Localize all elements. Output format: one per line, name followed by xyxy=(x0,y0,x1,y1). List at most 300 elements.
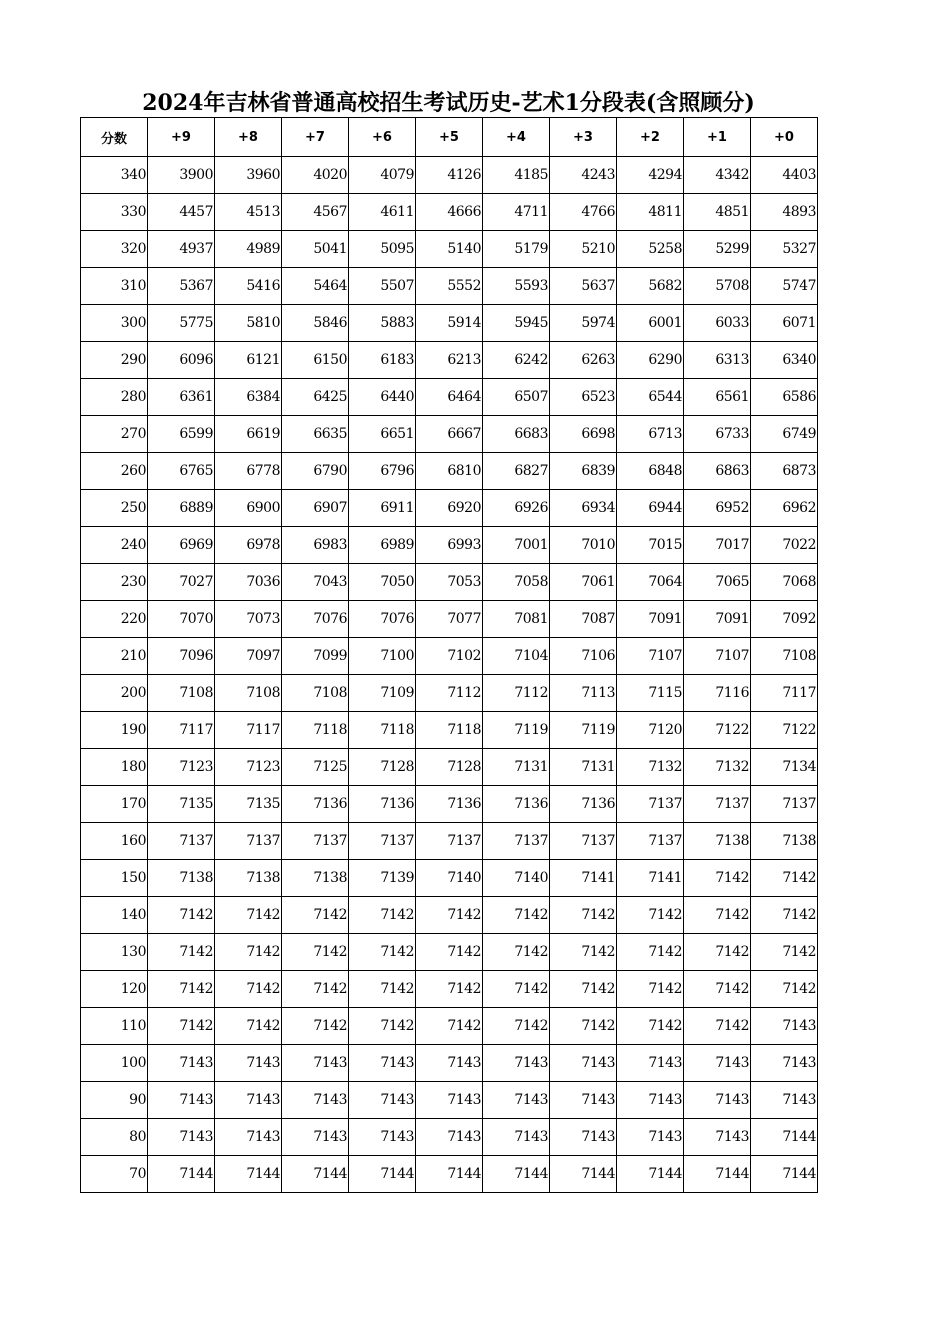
cumulative-count-cell: 6635 xyxy=(282,416,349,453)
score-cell: 140 xyxy=(81,897,148,934)
column-header-offset: +3 xyxy=(550,118,617,157)
cumulative-count-cell: 7112 xyxy=(483,675,550,712)
table-header-row xyxy=(81,118,818,157)
cumulative-count-cell: 7076 xyxy=(349,601,416,638)
cumulative-count-cell: 7107 xyxy=(684,638,751,675)
cumulative-count-cell: 4766 xyxy=(550,194,617,231)
cumulative-count-cell: 7137 xyxy=(215,823,282,860)
table-row xyxy=(81,1008,818,1045)
cumulative-count-cell: 5416 xyxy=(215,268,282,305)
cumulative-count-cell: 4611 xyxy=(349,194,416,231)
cumulative-count-cell: 7102 xyxy=(416,638,483,675)
column-header-offset: +2 xyxy=(617,118,684,157)
cumulative-count-cell: 7142 xyxy=(148,934,215,971)
cumulative-count-cell: 7142 xyxy=(483,934,550,971)
cumulative-count-cell: 7140 xyxy=(483,860,550,897)
cumulative-count-cell: 7112 xyxy=(416,675,483,712)
cumulative-count-cell: 6934 xyxy=(550,490,617,527)
cumulative-count-cell: 7120 xyxy=(617,712,684,749)
cumulative-count-cell: 7142 xyxy=(550,1008,617,1045)
table-row xyxy=(81,1156,818,1193)
cumulative-count-cell: 7144 xyxy=(483,1156,550,1193)
cumulative-count-cell: 6507 xyxy=(483,379,550,416)
cumulative-count-cell: 5041 xyxy=(282,231,349,268)
cumulative-count-cell: 7117 xyxy=(751,675,818,712)
cumulative-count-cell: 7143 xyxy=(550,1119,617,1156)
cumulative-count-cell: 7043 xyxy=(282,564,349,601)
cumulative-count-cell: 7138 xyxy=(282,860,349,897)
score-cell: 110 xyxy=(81,1008,148,1045)
cumulative-count-cell: 5846 xyxy=(282,305,349,342)
cumulative-count-cell: 6926 xyxy=(483,490,550,527)
cumulative-count-cell: 7122 xyxy=(751,712,818,749)
cumulative-count-cell: 7053 xyxy=(416,564,483,601)
cumulative-count-cell: 5552 xyxy=(416,268,483,305)
cumulative-count-cell: 7137 xyxy=(617,823,684,860)
cumulative-count-cell: 7065 xyxy=(684,564,751,601)
cumulative-count-cell: 5883 xyxy=(349,305,416,342)
cumulative-count-cell: 7144 xyxy=(215,1156,282,1193)
score-cell: 250 xyxy=(81,490,148,527)
cumulative-count-cell: 6150 xyxy=(282,342,349,379)
table-row xyxy=(81,601,818,638)
cumulative-count-cell: 7138 xyxy=(215,860,282,897)
cumulative-count-cell: 6121 xyxy=(215,342,282,379)
cumulative-count-cell: 6944 xyxy=(617,490,684,527)
cumulative-count-cell: 7142 xyxy=(684,971,751,1008)
cumulative-count-cell: 6425 xyxy=(282,379,349,416)
table-row xyxy=(81,897,818,934)
cumulative-count-cell: 7142 xyxy=(349,971,416,1008)
cumulative-count-cell: 6962 xyxy=(751,490,818,527)
cumulative-count-cell: 4811 xyxy=(617,194,684,231)
cumulative-count-cell: 4513 xyxy=(215,194,282,231)
cumulative-count-cell: 7138 xyxy=(751,823,818,860)
cumulative-count-cell: 7144 xyxy=(751,1156,818,1193)
cumulative-count-cell: 7142 xyxy=(349,934,416,971)
cumulative-count-cell: 7122 xyxy=(684,712,751,749)
cumulative-count-cell: 7119 xyxy=(483,712,550,749)
cumulative-count-cell: 6863 xyxy=(684,453,751,490)
cumulative-count-cell: 7123 xyxy=(148,749,215,786)
cumulative-count-cell: 7142 xyxy=(617,1008,684,1045)
cumulative-count-cell: 7142 xyxy=(282,1008,349,1045)
cumulative-count-cell: 7143 xyxy=(349,1119,416,1156)
cumulative-count-cell: 7142 xyxy=(550,971,617,1008)
cumulative-count-cell: 7087 xyxy=(550,601,617,638)
cumulative-count-cell: 7123 xyxy=(215,749,282,786)
score-cell: 160 xyxy=(81,823,148,860)
cumulative-count-cell: 7081 xyxy=(483,601,550,638)
cumulative-count-cell: 7077 xyxy=(416,601,483,638)
table-row xyxy=(81,157,818,194)
cumulative-count-cell: 7137 xyxy=(617,786,684,823)
cumulative-count-cell: 6586 xyxy=(751,379,818,416)
cumulative-count-cell: 7115 xyxy=(617,675,684,712)
score-cell: 310 xyxy=(81,268,148,305)
cumulative-count-cell: 7142 xyxy=(751,971,818,1008)
cumulative-count-cell: 6683 xyxy=(483,416,550,453)
score-cell: 200 xyxy=(81,675,148,712)
table-row xyxy=(81,453,818,490)
cumulative-count-cell: 7136 xyxy=(349,786,416,823)
cumulative-count-cell: 7138 xyxy=(148,860,215,897)
cumulative-count-cell: 7144 xyxy=(282,1156,349,1193)
cumulative-count-cell: 7142 xyxy=(751,860,818,897)
cumulative-count-cell: 6183 xyxy=(349,342,416,379)
cumulative-count-cell: 5914 xyxy=(416,305,483,342)
cumulative-count-cell: 7142 xyxy=(751,897,818,934)
cumulative-count-cell: 7143 xyxy=(416,1045,483,1082)
cumulative-count-cell: 7036 xyxy=(215,564,282,601)
cumulative-count-cell: 7135 xyxy=(215,786,282,823)
cumulative-count-cell: 7143 xyxy=(215,1082,282,1119)
cumulative-count-cell: 4851 xyxy=(684,194,751,231)
cumulative-count-cell: 7091 xyxy=(684,601,751,638)
cumulative-count-cell: 5299 xyxy=(684,231,751,268)
cumulative-count-cell: 7116 xyxy=(684,675,751,712)
cumulative-count-cell: 7143 xyxy=(483,1119,550,1156)
table-row xyxy=(81,1045,818,1082)
cumulative-count-cell: 7136 xyxy=(483,786,550,823)
cumulative-count-cell: 6796 xyxy=(349,453,416,490)
cumulative-count-cell: 5258 xyxy=(617,231,684,268)
cumulative-count-cell: 3960 xyxy=(215,157,282,194)
cumulative-count-cell: 7143 xyxy=(148,1082,215,1119)
cumulative-count-cell: 5464 xyxy=(282,268,349,305)
cumulative-count-cell: 6384 xyxy=(215,379,282,416)
cumulative-count-cell: 7144 xyxy=(416,1156,483,1193)
table-row xyxy=(81,1119,818,1156)
cumulative-count-cell: 5974 xyxy=(550,305,617,342)
cumulative-count-cell: 4079 xyxy=(349,157,416,194)
cumulative-count-cell: 6033 xyxy=(684,305,751,342)
table-row xyxy=(81,231,818,268)
score-cell: 170 xyxy=(81,786,148,823)
cumulative-count-cell: 6969 xyxy=(148,527,215,564)
cumulative-count-cell: 7068 xyxy=(751,564,818,601)
score-cell: 80 xyxy=(81,1119,148,1156)
cumulative-count-cell: 5095 xyxy=(349,231,416,268)
cumulative-count-cell: 6907 xyxy=(282,490,349,527)
cumulative-count-cell: 7015 xyxy=(617,527,684,564)
cumulative-count-cell: 7144 xyxy=(617,1156,684,1193)
cumulative-count-cell: 7142 xyxy=(148,1008,215,1045)
cumulative-count-cell: 7097 xyxy=(215,638,282,675)
cumulative-count-cell: 7142 xyxy=(282,934,349,971)
score-cell: 240 xyxy=(81,527,148,564)
cumulative-count-cell: 5367 xyxy=(148,268,215,305)
cumulative-count-cell: 6989 xyxy=(349,527,416,564)
cumulative-count-cell: 7064 xyxy=(617,564,684,601)
cumulative-count-cell: 7142 xyxy=(349,1008,416,1045)
table-row xyxy=(81,675,818,712)
cumulative-count-cell: 4185 xyxy=(483,157,550,194)
score-cell: 280 xyxy=(81,379,148,416)
column-header-offset: +5 xyxy=(416,118,483,157)
cumulative-count-cell: 7134 xyxy=(751,749,818,786)
cumulative-count-cell: 7142 xyxy=(550,897,617,934)
cumulative-count-cell: 7125 xyxy=(282,749,349,786)
cumulative-count-cell: 7132 xyxy=(617,749,684,786)
column-header-offset: +1 xyxy=(684,118,751,157)
cumulative-count-cell: 7137 xyxy=(751,786,818,823)
cumulative-count-cell: 4666 xyxy=(416,194,483,231)
table-row xyxy=(81,860,818,897)
column-header-offset: +7 xyxy=(282,118,349,157)
cumulative-count-cell: 6873 xyxy=(751,453,818,490)
cumulative-count-cell: 7143 xyxy=(282,1045,349,1082)
cumulative-count-cell: 4403 xyxy=(751,157,818,194)
cumulative-count-cell: 7142 xyxy=(416,934,483,971)
cumulative-count-cell: 6993 xyxy=(416,527,483,564)
cumulative-count-cell: 4294 xyxy=(617,157,684,194)
cumulative-count-cell: 7143 xyxy=(483,1045,550,1082)
cumulative-count-cell: 7142 xyxy=(416,1008,483,1045)
cumulative-count-cell: 7137 xyxy=(349,823,416,860)
cumulative-count-cell: 7143 xyxy=(751,1045,818,1082)
cumulative-count-cell: 7108 xyxy=(148,675,215,712)
table-row xyxy=(81,712,818,749)
cumulative-count-cell: 7142 xyxy=(550,934,617,971)
cumulative-count-cell: 6263 xyxy=(550,342,617,379)
cumulative-count-cell: 6440 xyxy=(349,379,416,416)
score-cell: 100 xyxy=(81,1045,148,1082)
cumulative-count-cell: 7142 xyxy=(684,897,751,934)
cumulative-count-cell: 5682 xyxy=(617,268,684,305)
table-row xyxy=(81,194,818,231)
cumulative-count-cell: 7142 xyxy=(483,897,550,934)
cumulative-count-cell: 5747 xyxy=(751,268,818,305)
cumulative-count-cell: 6983 xyxy=(282,527,349,564)
cumulative-count-cell: 7128 xyxy=(349,749,416,786)
cumulative-count-cell: 6713 xyxy=(617,416,684,453)
score-cell: 230 xyxy=(81,564,148,601)
cumulative-count-cell: 6242 xyxy=(483,342,550,379)
score-cell: 70 xyxy=(81,1156,148,1193)
cumulative-count-cell: 7136 xyxy=(282,786,349,823)
cumulative-count-cell: 7131 xyxy=(483,749,550,786)
cumulative-count-cell: 7017 xyxy=(684,527,751,564)
cumulative-count-cell: 6667 xyxy=(416,416,483,453)
score-cell: 190 xyxy=(81,712,148,749)
cumulative-count-cell: 5945 xyxy=(483,305,550,342)
cumulative-count-cell: 5140 xyxy=(416,231,483,268)
cumulative-count-cell: 5810 xyxy=(215,305,282,342)
table-row xyxy=(81,638,818,675)
cumulative-count-cell: 7108 xyxy=(751,638,818,675)
cumulative-count-cell: 5507 xyxy=(349,268,416,305)
cumulative-count-cell: 6464 xyxy=(416,379,483,416)
table-row xyxy=(81,268,818,305)
cumulative-count-cell: 7104 xyxy=(483,638,550,675)
cumulative-count-cell: 7142 xyxy=(215,971,282,1008)
cumulative-count-cell: 6765 xyxy=(148,453,215,490)
column-header-offset: +6 xyxy=(349,118,416,157)
cumulative-count-cell: 7142 xyxy=(215,1008,282,1045)
cumulative-count-cell: 6523 xyxy=(550,379,617,416)
cumulative-count-cell: 6619 xyxy=(215,416,282,453)
table-row xyxy=(81,786,818,823)
cumulative-count-cell: 7108 xyxy=(282,675,349,712)
cumulative-count-cell: 7144 xyxy=(684,1156,751,1193)
table-row xyxy=(81,490,818,527)
score-cell: 150 xyxy=(81,860,148,897)
cumulative-count-cell: 7139 xyxy=(349,860,416,897)
score-cell: 90 xyxy=(81,1082,148,1119)
cumulative-count-cell: 7143 xyxy=(684,1082,751,1119)
table-row xyxy=(81,416,818,453)
cumulative-count-cell: 7143 xyxy=(617,1045,684,1082)
score-cell: 340 xyxy=(81,157,148,194)
cumulative-count-cell: 6839 xyxy=(550,453,617,490)
cumulative-count-cell: 6096 xyxy=(148,342,215,379)
cumulative-count-cell: 6978 xyxy=(215,527,282,564)
cumulative-count-cell: 4126 xyxy=(416,157,483,194)
score-cell: 210 xyxy=(81,638,148,675)
cumulative-count-cell: 7137 xyxy=(550,823,617,860)
cumulative-count-cell: 7142 xyxy=(617,897,684,934)
cumulative-count-cell: 7117 xyxy=(215,712,282,749)
cumulative-count-cell: 7142 xyxy=(684,1008,751,1045)
cumulative-count-cell: 7140 xyxy=(416,860,483,897)
cumulative-count-cell: 5179 xyxy=(483,231,550,268)
cumulative-count-cell: 6889 xyxy=(148,490,215,527)
cumulative-count-cell: 7108 xyxy=(215,675,282,712)
cumulative-count-cell: 7061 xyxy=(550,564,617,601)
cumulative-count-cell: 7142 xyxy=(282,971,349,1008)
cumulative-count-cell: 7118 xyxy=(416,712,483,749)
cumulative-count-cell: 5210 xyxy=(550,231,617,268)
cumulative-count-cell: 7141 xyxy=(617,860,684,897)
cumulative-count-cell: 6544 xyxy=(617,379,684,416)
cumulative-count-cell: 7137 xyxy=(282,823,349,860)
score-cell: 270 xyxy=(81,416,148,453)
cumulative-count-cell: 6361 xyxy=(148,379,215,416)
score-cell: 300 xyxy=(81,305,148,342)
cumulative-count-cell: 7137 xyxy=(416,823,483,860)
cumulative-count-cell: 7109 xyxy=(349,675,416,712)
cumulative-count-cell: 7136 xyxy=(550,786,617,823)
cumulative-count-cell: 7131 xyxy=(550,749,617,786)
cumulative-count-cell: 4243 xyxy=(550,157,617,194)
cumulative-count-cell: 7119 xyxy=(550,712,617,749)
table-row xyxy=(81,564,818,601)
cumulative-count-cell: 6952 xyxy=(684,490,751,527)
cumulative-count-cell: 7100 xyxy=(349,638,416,675)
cumulative-count-cell: 6340 xyxy=(751,342,818,379)
cumulative-count-cell: 7141 xyxy=(550,860,617,897)
cumulative-count-cell: 7143 xyxy=(416,1082,483,1119)
cumulative-count-cell: 7142 xyxy=(416,897,483,934)
cumulative-count-cell: 3900 xyxy=(148,157,215,194)
cumulative-count-cell: 7128 xyxy=(416,749,483,786)
cumulative-count-cell: 6698 xyxy=(550,416,617,453)
cumulative-count-cell: 7073 xyxy=(215,601,282,638)
table-row xyxy=(81,379,818,416)
cumulative-count-cell: 7113 xyxy=(550,675,617,712)
score-cell: 130 xyxy=(81,934,148,971)
cumulative-count-cell: 7142 xyxy=(617,971,684,1008)
cumulative-count-cell: 6561 xyxy=(684,379,751,416)
cumulative-count-cell: 7107 xyxy=(617,638,684,675)
table-row xyxy=(81,342,818,379)
cumulative-count-cell: 4457 xyxy=(148,194,215,231)
cumulative-count-cell: 6778 xyxy=(215,453,282,490)
cumulative-count-cell: 7144 xyxy=(550,1156,617,1193)
cumulative-count-cell: 6827 xyxy=(483,453,550,490)
cumulative-count-cell: 7144 xyxy=(148,1156,215,1193)
cumulative-count-cell: 6213 xyxy=(416,342,483,379)
cumulative-count-cell: 7143 xyxy=(148,1045,215,1082)
score-cell: 180 xyxy=(81,749,148,786)
score-cell: 120 xyxy=(81,971,148,1008)
cumulative-count-cell: 5327 xyxy=(751,231,818,268)
cumulative-count-cell: 7143 xyxy=(215,1045,282,1082)
cumulative-count-cell: 7076 xyxy=(282,601,349,638)
cumulative-count-cell: 4937 xyxy=(148,231,215,268)
score-distribution-table xyxy=(80,117,818,1193)
cumulative-count-cell: 4893 xyxy=(751,194,818,231)
cumulative-count-cell: 4989 xyxy=(215,231,282,268)
cumulative-count-cell: 7142 xyxy=(684,860,751,897)
score-cell: 260 xyxy=(81,453,148,490)
table-row xyxy=(81,749,818,786)
page-title: 2024年吉林省普通高校招生考试历史-艺术1分段表(含照顾分) xyxy=(142,90,755,116)
cumulative-count-cell: 7137 xyxy=(684,786,751,823)
cumulative-count-cell: 7144 xyxy=(349,1156,416,1193)
cumulative-count-cell: 5708 xyxy=(684,268,751,305)
cumulative-count-cell: 4567 xyxy=(282,194,349,231)
cumulative-count-cell: 7143 xyxy=(349,1082,416,1119)
cumulative-count-cell: 6599 xyxy=(148,416,215,453)
cumulative-count-cell: 6920 xyxy=(416,490,483,527)
cumulative-count-cell: 4342 xyxy=(684,157,751,194)
cumulative-count-cell: 7142 xyxy=(483,1008,550,1045)
cumulative-count-cell: 7143 xyxy=(751,1008,818,1045)
cumulative-count-cell: 7135 xyxy=(148,786,215,823)
cumulative-count-cell: 7143 xyxy=(550,1082,617,1119)
table-row xyxy=(81,823,818,860)
cumulative-count-cell: 7118 xyxy=(282,712,349,749)
cumulative-count-cell: 6810 xyxy=(416,453,483,490)
cumulative-count-cell: 4020 xyxy=(282,157,349,194)
cumulative-count-cell: 7143 xyxy=(550,1045,617,1082)
cumulative-count-cell: 7142 xyxy=(349,897,416,934)
cumulative-count-cell: 7143 xyxy=(684,1045,751,1082)
cumulative-count-cell: 7143 xyxy=(483,1082,550,1119)
cumulative-count-cell: 7143 xyxy=(282,1119,349,1156)
cumulative-count-cell: 5775 xyxy=(148,305,215,342)
cumulative-count-cell: 7132 xyxy=(684,749,751,786)
cumulative-count-cell: 7058 xyxy=(483,564,550,601)
table-row xyxy=(81,305,818,342)
cumulative-count-cell: 7143 xyxy=(416,1119,483,1156)
cumulative-count-cell: 6290 xyxy=(617,342,684,379)
table-row xyxy=(81,1082,818,1119)
cumulative-count-cell: 6071 xyxy=(751,305,818,342)
cumulative-count-cell: 7001 xyxy=(483,527,550,564)
table-row xyxy=(81,971,818,1008)
cumulative-count-cell: 7142 xyxy=(684,934,751,971)
cumulative-count-cell: 7142 xyxy=(148,971,215,1008)
table-row xyxy=(81,527,818,564)
column-header-offset: +4 xyxy=(483,118,550,157)
cumulative-count-cell: 6313 xyxy=(684,342,751,379)
cumulative-count-cell: 7143 xyxy=(617,1119,684,1156)
cumulative-count-cell: 6900 xyxy=(215,490,282,527)
cumulative-count-cell: 7022 xyxy=(751,527,818,564)
